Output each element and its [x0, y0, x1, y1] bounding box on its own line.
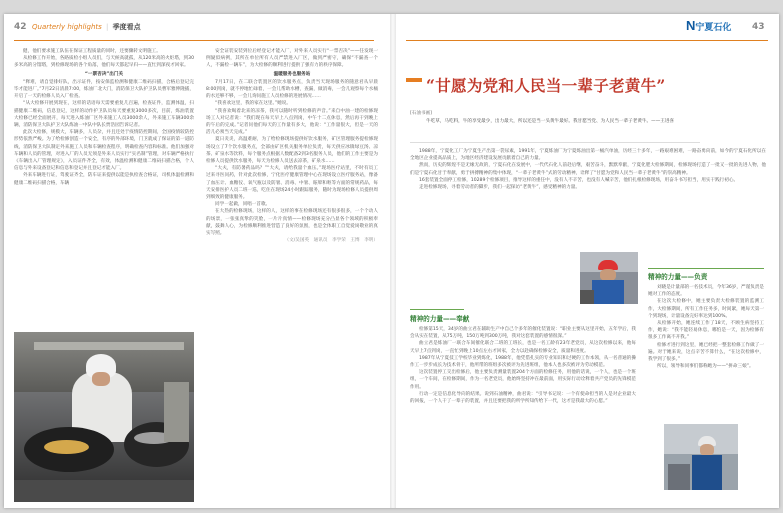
worker-photo-2 — [664, 424, 738, 490]
page-number-left: 42 — [14, 22, 27, 32]
paragraph: 在这次大检修中，她主要负责大检修装置的监测工作，大检修期间，所有工作任务多，时间紧，她每天第一个到现场，计量设备完好率达到100%。 — [648, 299, 764, 319]
title-accent-left — [406, 78, 422, 82]
section-label-en: Quarterly highlights — [32, 23, 102, 31]
paragraph: 在大热的检修现场，这样的人，这样的事在检修现场还有很多很多，一个个动人的场景，一张张真挚的笑脸，一片片真情——检修现场充分凸显各个领域的积极奉献，鼓舞人心，为检修顺利推进营造了良好的氛围，也是全体职工自觉爱岗敬业的真实写照。 — [206, 209, 378, 237]
paragraph: 然而，历史的辉煌不是无缘无故的，宁夏石化在发展中，一代代石化人前赴后继，艰苦奋斗，默默奉献，宁夏化肥大检修期间，检修现场打造了一批又一批的先进人物，他们是宁夏石化甘于奉献，勇于拼搏精神的集中体现，“一辈子老黄牛”式的劳动精神，诠释了“甘愿为党和人民当一辈子老黄牛”的崇高精神。 — [410, 163, 766, 176]
header-rule — [406, 40, 768, 41]
brand-logo: N宁夏石化 — [686, 18, 732, 33]
paragraph: 外来车辆进行证，驾驶证齐全，防车证来提供以能是执检查合格证，司机体温检测和健康二维码扫描合格，车辆 — [14, 173, 194, 186]
right-intro-body — [410, 148, 766, 244]
paragraph: 从检修工作开始，各路质检小组人员们，与天候高就孤，从120米高的火炬塔，到30多米高的分馏塔，到检修现场的各个角落，他们每天都起早归——直忙到深夜才回家。 — [14, 56, 194, 69]
paragraph: 检修第15天，34岁的曲立君在辅助生产中自己个多年的催化装置说：“职业主要从这里开始，五年学后，我会从实在装置，从75万吨，150万吨到300万吨，我对这套装置的感情很深。” — [410, 327, 636, 340]
paragraph: “释难，请自觉排好队，出示证件，按安保监检测和健康二维码扫描，合格后登记完毕才能进厂。”7月22日清晨7:00，炼油厂北大门，消防保卫大队护卫队员曹军雅伸隆插，开启了一天的检修人员入厂检查。 — [14, 79, 194, 100]
paragraph: “大夫，有防暑药品吗？”“大夫，请给我量个血压。”现场医疗站里，不时有员工过来寻医问药，针对此次检修，宁化医疗健康管理中心在现场设立医疗服务站，像备了血压计、血糖仪、氧气瓶以及防暑、消毒、中暑、眩晕和呕等方面的常规药品，每天安排医护人员二班一巡，吃住在现场24小时跟踪服务，随时为现场检修人员提供周到细致的健康服务。 — [206, 166, 378, 201]
paragraph: “我喜欢喝着北来的凉茶，我可以随时听到检修的声音。”来自中油一建的检修现场工人对记者说：“我们现在每天早上八点到岗，中午十二点休息，然后再干到晚上的午后的完成。”记者问他们每天的工作量有多大，他说：“工作量很大，但是一天的活儿必须当天完成。” — [206, 108, 378, 136]
paragraph: 这次装置停工交出检修后，他主要负责测量装置204个方面的检修任务，用他的话说，一个人，也是一个班组，一个车间，在检修期间，作为一名老党员，他始终坚持冲在最前面，用实际行动诠释着共产党员的先锋模范作用。 — [410, 370, 636, 390]
paragraph: 16套装置全面停工检修，10289个检修项目，推导这样的重任中，没有人不辛苦，也没有人喊辛苦，他们扎根检修现场，用奋斗书写担当，用实干践行初心。 — [419, 177, 739, 183]
paragraph: 此次大检修，规模大，车辆多，人员杂，并且还处于疫情防控期间，全国疫情较防控形势依然严峻。为了给检修创造一个安全，有序的外部环境，门卫就成了保证的第一道防线，消防保卫大队制定外来施工人员和车辆检查程序，明确检查内容和标准。他们加强对车辆和人员的管理，对进入厂的人员无须是外来人员实行“实名制”管理，对车辆严格执行《车辆出入厂管理规定》，入员证件齐全，有效，体温检测和健康二维码扫描合格，个人信息与外来设备登记和信息和登记并且登记才能入厂。 — [14, 130, 194, 172]
column-tag: [石油书画] — [410, 111, 432, 116]
box-title-responsibility: 精神的力量——负责 — [648, 273, 708, 281]
left-page — [4, 14, 390, 508]
box-dedication-body — [410, 326, 636, 502]
section-label-cn: 季度看点 — [112, 23, 141, 31]
section-label: Quarterly highlights | 季度看点 — [32, 23, 141, 31]
paragraph: 走进检修现场，寻着劳动者的脚步，我们一起探访“老黄牛”，感受精神的力量。 — [419, 185, 580, 191]
left-col-1 — [14, 48, 194, 348]
worker-photo — [580, 252, 638, 304]
paragraph: 从检修开始，她连续工作了18天，不顾生病坚持工作，她说：“我不能轻易休息，哪怕是一天，因为检修有很多工作离不开我。” — [648, 321, 764, 341]
article-title: “甘愿为党和人民当一辈子老黄牛” — [426, 76, 666, 95]
intro-quote — [426, 118, 696, 140]
paragraph: 安全证装安装到位后经登记才能入厂，对外来人员实行“一票否决”——任发现一例疑似病例，其所在单位所有人员严禁进入厂区，做到严密守，确保“不漏查一个人，不漏检一辆车”，为大检修的顺利进行提供了强有力的秩序保障。 — [206, 49, 378, 69]
paragraph: 健，他们要求施工队伍在保证工程质量的同时，还要骤转文明施工。 — [23, 49, 161, 54]
page-number-right: 43 — [752, 22, 765, 32]
brand-name: 宁夏石化 — [695, 22, 732, 32]
paragraph: 1988年，宁夏化工厂为宁夏生产出第一袋尿素，1991年，宁夏炼油厂为宁夏炼油出第一桶汽单油，历经三十多年，一路艰难困难，一路奋勇向前，如今的宁夏石化所以在全地区企业提高品质上，为地区经济建设发展贡献着自己的力量。 — [410, 149, 766, 162]
box-title-dedication: 精神的力量——奉献 — [410, 315, 470, 323]
paragraph: 刘晓是计量部的一名技术员，今年36岁，严谨负责是她对工作的态度。 — [648, 285, 764, 298]
paragraph: 夏日炎炎，高温难耐，为了给检修现场提供好饮水服务，矿区管理服务提检修现场设立了7个饮水服务点，全部由矿区机关服务单位负责，每天供应冰镇绿豆汤、凉茶、矿泉水等饮料，每个服务点根据人数配备2到3名服务人员，他们的工作主要是为检修人员提供饮水服务，每天为检修人员送去凉茶，矿泉水…… — [206, 137, 378, 165]
magazine-spread — [4, 14, 779, 508]
header-rule — [14, 40, 374, 41]
subheading: 温暖服务也服务站 — [273, 71, 311, 77]
right-page — [396, 14, 779, 508]
box-line — [410, 309, 464, 310]
paragraph: 所以，领导和同事们都称她为——“拼命三娘”。 — [657, 364, 754, 370]
paragraph: 1987年从宁夏技工学校毕业到炼化，1988年，他凭借扎实的专业知识和过硬的工作本领，从一名普通的操作工一步步成长为技术骨干，他所带的班组多次被评为先进班组，他本人也多次被评为劳动模范。 — [410, 355, 636, 369]
paragraph: 同学一起做，同唱一首歌。 — [215, 202, 271, 208]
left-col-2 — [206, 48, 378, 502]
paragraph: “我喜欢这里，我的家在这里。”她说。 — [215, 101, 291, 107]
paragraph: “从大检修开展到现在，这样的话语每天需要重复几百遍，检查证件，监测体温，扫描健康二维码，信息登记，这样的动作护卫队员每天要重复3000多次，目前，炼油装置大检修已经全面展开，每天进入炼油厂区外来施工人员3000余人，外来施工车辆300余辆，消防保卫大队护卫大队炼油一中队中队长贾浩园告诉记者。 — [14, 101, 194, 129]
box-line — [648, 268, 764, 269]
subheading: “一票否决”出门关 — [84, 71, 124, 77]
paragraph: 7月17日，在二联合装置区的饮水服务点，负责当天现场服务的随意君从早晨8:00到岗，就不停地忙碌着，一会儿帮助水槽，查漏，做消毒，一会儿观察每个水桶的水还够不够，一会儿询问施工人员检修的进展情况…… — [206, 79, 378, 100]
cooking-photo — [14, 332, 194, 502]
paragraph: 检修才进行到这里，她已经把一整套检修工作做了一遍。对于她来说，这点辛苦不算什么，“在这次检修中，我学到了很多。” — [648, 342, 764, 363]
intro-text: 牛吃草，马吃料，牛的享受最少，出力最大，所以还是当一头黄牛最好。我甘愿当党、为人民当一辈子老黄牛。——王进喜 — [426, 119, 675, 124]
byline: （文/吴国英 通讯员 李学荣 王博 李明） — [284, 238, 378, 244]
divider — [410, 142, 700, 143]
box-responsibility-body — [648, 284, 764, 420]
paragraph: 行动一定是信息化导向的结果。说到石油精神，曲君说：“引导书记说：一个有使命担当的人是对企业最大的回报，一个人干了一辈子的装置，并且还要把我的所学所知传给下一代，这才是我最大的心愿。” — [410, 391, 636, 405]
paragraph: 曲立君是炼油厂一联合车间催化联合二班的工班长，也是一名工龄有23年老党员，从这次检修以来，他每天早上7点到岗，一直忙到晚上10点左右才回家，全力以赴确保检修安全，质量和进度。 — [410, 341, 636, 354]
